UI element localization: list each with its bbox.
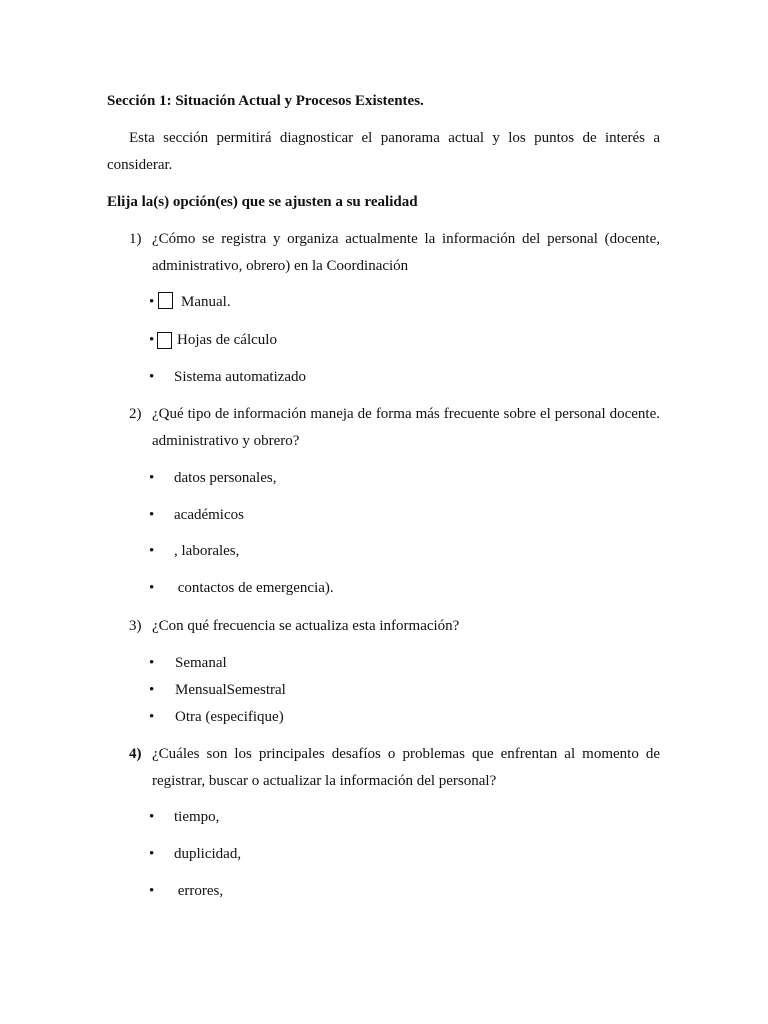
question-text-line-1: ¿Qué tipo de información maneja de forma más frecuente sobre el personal docente. [152,406,660,422]
instruction-text: Elija la(s) opción(es) que se ajusten a su realidad [107,194,418,210]
option-label: Semanal [175,655,227,671]
bullet-icon: • [149,507,155,523]
option-label: Hojas de cálculo [177,332,277,348]
bullet-icon: • [149,709,155,725]
question-text-line-1: ¿Con qué frecuencia se actualiza esta información? [152,618,460,634]
checkbox[interactable] [157,332,172,349]
bullet-icon: • [149,543,155,559]
question-number: 3) [129,618,142,634]
option-label: Manual. [181,294,231,310]
bullet-icon: • [149,470,155,486]
question-number: 2) [129,406,142,422]
bullet-icon: • [149,655,155,671]
question-number: 1) [129,231,142,247]
option-label: datos personales, [174,470,277,486]
intro-paragraph-line-1: Esta sección permitirá diagnosticar el panorama actual y los puntos de interés a [129,130,660,146]
option-label: tiempo, [174,809,220,825]
intro-paragraph-line-2: considerar. [107,157,173,173]
option-label: duplicidad, [174,846,242,862]
bullet-icon: • [149,846,155,862]
option-label: errores, [174,883,224,899]
bullet-icon: • [149,580,155,596]
question-text-line-2: administrativo y obrero? [152,433,300,449]
bullet-icon: • [149,809,155,825]
question-text-line-1: ¿Cuáles son los principales desafíos o problemas que enfrentan al momento de [152,746,660,762]
question-number: 4) [129,746,142,762]
checkbox[interactable] [158,292,173,309]
bullet-icon: • [149,369,155,385]
bullet-icon: • [149,883,155,899]
section-title: Sección 1: Situación Actual y Procesos Existentes. [107,93,424,109]
question-text-line-2: registrar, buscar o actualizar la información del personal? [152,773,497,789]
bullet-icon: • [149,682,155,698]
question-text-line-2: administrativo, obrero) en la Coordinación [152,258,409,274]
option-label: Otra (especifique) [175,709,284,725]
option-label: Sistema automatizado [174,369,307,385]
option-label: MensualSemestral [175,682,286,698]
question-text-line-1: ¿Cómo se registra y organiza actualmente la información del personal (docente, [152,231,660,247]
bullet-icon: • [149,332,155,348]
option-label: , laborales, [174,543,240,559]
option-label: contactos de emergencia). [174,580,334,596]
option-label: académicos [174,507,244,523]
bullet-icon: • [149,294,155,310]
